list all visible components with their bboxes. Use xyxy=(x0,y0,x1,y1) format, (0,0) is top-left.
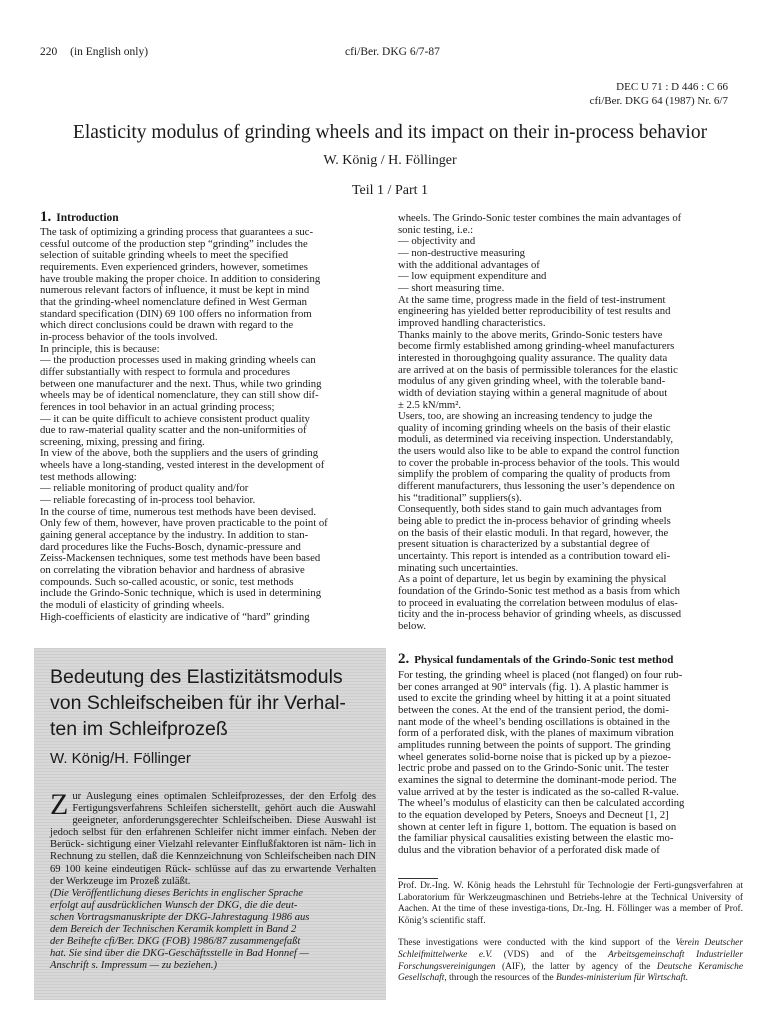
german-title xyxy=(50,664,376,742)
text-line: the moduli of elasticity of grinding wheels. xyxy=(40,599,225,611)
text-line: his “traditional” suppliers(s). xyxy=(398,491,522,504)
german-summary-box xyxy=(34,648,386,1000)
german-text-line: ur Auslegung eines optimalen Schleifprozesses, der den xyxy=(72,791,325,802)
text-line: the familiar physical causalities existing between the elastic mo- xyxy=(398,832,674,845)
german-text-line: Schleifscheiben. Diese Auswahl ist jedoch selbst für den xyxy=(50,815,377,839)
german-abstract xyxy=(50,788,377,888)
text-line: The task of optimizing a grinding process that guarantees a suc- xyxy=(40,226,314,238)
left-column xyxy=(40,210,384,623)
ack-vds: Verein Deutscher Schleifmittelwerke e.V. xyxy=(398,938,743,960)
german-text-line: schlüsse auf das zu erwartende Verhalten der Werkzeuge im xyxy=(50,863,376,887)
text-line: present situation is characterized by a substantial degree of xyxy=(398,538,650,551)
text-line: — it can be quite difficult to achieve consistent product quality xyxy=(40,412,310,425)
text-line: below. xyxy=(398,619,427,632)
text-line: differ substantially with respect to formula and procedures xyxy=(40,365,290,378)
text-line: between one manufacturer and the next. Thus, while two grinding xyxy=(40,377,322,390)
article-title: Elasticity modulus of grinding wheels and its impact on their in-process behavior xyxy=(72,122,708,143)
text-line: In principle, this is because: xyxy=(40,342,160,355)
header-left xyxy=(40,46,148,58)
text-line: value arrived at by the tester is indicated as the so-called R-value. xyxy=(398,785,679,798)
text-line: the users would also like to be able to expand the control function xyxy=(398,445,680,458)
text-line: wheels may be of identical nomenclature, they can still show dif- xyxy=(40,389,319,402)
text-line: ferences in tool behavior in an actual grinding process; xyxy=(40,400,275,413)
text-line: screening, mixing, pressing and firing. xyxy=(40,435,205,448)
text-line: Consequently, both sides stand to gain much advantages from xyxy=(398,503,662,516)
german-text-line: sichtigung einer Vielzahl relevanter Einflußfaktoren ist näm- xyxy=(87,839,347,851)
text-line: become firmly established among grinding-wheel manufacturers xyxy=(398,340,675,353)
text-line: cessful outcome of the production step “grinding” includes the xyxy=(40,237,308,250)
text-line: lectric probe and passed on to the Grindo-Sonic unit. The tester xyxy=(398,762,669,775)
footnote-rule xyxy=(398,878,438,879)
german-authors: W. König/H. Föllinger xyxy=(50,750,191,767)
ack-ministry: Bundes-ministerium für Wirtschaft. xyxy=(556,973,689,984)
text-line: which direct conclusions could be drawn with regard to the xyxy=(40,319,294,332)
text-line: — the production processes used in making grinding wheels can xyxy=(40,354,316,367)
text-line: In view of the above, both the suppliers and the users of grinding xyxy=(40,447,319,460)
footnotes xyxy=(398,878,743,996)
text-line: quality of incoming grinding wheels on the basis of their elastic xyxy=(398,421,671,434)
text-line: uncertainty. This report is intended as a contribution toward eli- xyxy=(398,550,671,563)
text-line: minating such uncertainties. xyxy=(398,561,519,574)
text-line: are arrived at on the basis of permissible tolerances for the elastic xyxy=(398,363,678,376)
section-2-heading xyxy=(398,651,743,668)
section-2-number: 2. xyxy=(398,651,410,667)
text-line: dard procedures like the Fuchs-Bosch, dynamic-pressure and xyxy=(40,540,301,553)
text-line: gaining general acceptance by the industry. In addition to stan- xyxy=(40,529,309,542)
footnote-acknowledgement xyxy=(398,938,743,984)
text-line: In the course of time, numerous test methods have been devised. xyxy=(40,505,317,518)
ack-text-2: (VDS) and of the xyxy=(492,949,608,960)
text-line: have trouble making the proper choice. In addition to considering xyxy=(40,272,321,285)
german-abstract-text xyxy=(50,788,377,887)
text-line: For testing, the grinding wheel is placed (not flanged) on four rub- xyxy=(398,669,683,681)
german-text-line: lich in Rechnung zu stellen, daß die Kennzeichnung von xyxy=(50,839,377,863)
text-line: ber cones arranged at 90° intervals (fig. 1). A plastic hammer is xyxy=(398,680,669,693)
text-line: — reliable monitoring of product quality and/for xyxy=(40,482,249,495)
text-line: due to raw-material quality scatter and the non-uniformities of xyxy=(40,424,307,437)
page-number: 220 xyxy=(40,46,58,58)
text-line: High-coefficients of elasticity are indicative of “hard” grinding xyxy=(40,610,310,623)
german-text-line: Schleifscheiben nach DIN 69 100 keine eindeutigen Rück- xyxy=(50,851,376,875)
section-2-title: Physical fundamentals of the Grindo-Sonic test method xyxy=(414,654,674,666)
text-line: on the basis of their elastic moduli. In that regard, however, the xyxy=(398,526,669,539)
classification-issue: cfi/Ber. DKG 64 (1987) Nr. 6/7 xyxy=(589,95,728,107)
text-line: foundation of the Grindo-Sonic test method as a basis from which xyxy=(398,585,680,597)
german-italic-line: Anschrift s. Impressum — zu beziehen.) xyxy=(50,960,218,972)
text-line: standard specification (DIN) 69 100 offers no information from xyxy=(40,307,312,320)
german-italic-line: hat. Sie sind über die DKG-Geschäftsstelle in Bad Honnef — xyxy=(50,948,309,960)
german-publication-note xyxy=(50,888,376,973)
german-italic-line: dem Bereich der Technischen Keramik komplett in Band 2 xyxy=(50,924,297,936)
classification-code: DEC U 71 : D 446 : C 66 xyxy=(616,81,728,93)
text-line: to the equation developed by Peters, Snoeys and Decneut [1, 2] xyxy=(398,808,669,821)
text-line: moduli, as determined via receiving inspection. Understandably, xyxy=(398,433,674,446)
text-line: As a point of departure, let us begin by examining the physical xyxy=(398,573,667,586)
text-line: on correlating the vibration behavior and hardness of abrasive xyxy=(40,564,305,577)
text-line: Zeiss-Mackensen techniques, some test methods have been based xyxy=(40,552,321,565)
classification-block xyxy=(590,80,728,108)
text-line: At the same time, progress made in the field of test-instrument xyxy=(398,293,666,306)
german-title-line: ten im Schleifprozeß xyxy=(50,718,228,740)
journal-ref: cfi/Ber. DKG 6/7-87 xyxy=(345,46,440,58)
text-line: in-process behavior of the tools involved. xyxy=(40,330,218,343)
text-line: — objectivity and xyxy=(398,235,476,248)
text-line: — short measuring time. xyxy=(398,281,505,294)
text-line: — reliable forecasting of in-process tool behavior. xyxy=(40,494,256,507)
text-line: interested in thoroughgoing quality assurance. The quality data xyxy=(398,351,668,364)
section-2-column xyxy=(398,670,743,857)
ack-text-3: (AIF), the latter by agency of the xyxy=(495,961,657,972)
text-line: shown at center left in figure 1, bottom. The equation is based on xyxy=(398,820,677,833)
text-line: used to excite the grinding wheel by hitting it at a point situated xyxy=(398,692,671,705)
drop-cap: Z xyxy=(50,788,69,821)
text-line: different manufacturers, thus lessoning the user’s dependence on xyxy=(398,480,675,493)
text-line: examines the signal to determine the dominant-mode period. The xyxy=(398,773,677,786)
text-line: selection of suitable grinding wheels to meet the specified xyxy=(40,249,289,262)
text-line: modulus of any given grinding wheel, with the tolerable band- xyxy=(398,375,666,388)
text-line: ticity and the in-process behavior of grinding wheels, as discussed xyxy=(398,608,682,621)
german-title-line: Bedeutung des Elastizitätsmoduls xyxy=(50,666,343,688)
text-line: engineering has yielded better reproducibility of test results and xyxy=(398,305,671,318)
text-line: with the additional advantages of xyxy=(398,258,540,271)
text-line: width of deviation staying within a general magnitude of about xyxy=(398,386,668,399)
german-text-line: Prozeß zuläßt. xyxy=(129,875,191,887)
text-line: sonic testing, i.e.: xyxy=(398,223,474,236)
text-line: wheels have a long-standing, vested interest in the development of xyxy=(40,459,325,472)
german-text-line: Erfolg des Fertigungsverfahrens Schleifen sicherstellt, xyxy=(72,791,376,815)
section-1-title: Introduction xyxy=(56,212,119,224)
text-line: improved handling characteristics. xyxy=(398,316,546,329)
text-line: include the Grindo-Sonic technique, which is used in determining xyxy=(40,587,322,600)
section-1-heading xyxy=(40,210,384,225)
text-line: The wheel’s modulus of elasticity can then be calculated according xyxy=(398,797,685,810)
text-line: Users, too, are showing an increasing tendency to judge the xyxy=(398,410,653,423)
section-1-number: 1. xyxy=(40,209,52,225)
text-line: — non-destructive measuring xyxy=(398,246,526,259)
ack-text-4: through the resources of the xyxy=(446,973,557,984)
text-line: nant mode of the wheel’s bending oscillations is obtained in the xyxy=(398,715,670,728)
section-2-body xyxy=(398,670,743,857)
german-text-line: gehört auch die Auswahl geeigneter, anforderungsgerechter xyxy=(72,803,376,827)
text-line: to proceed in evaluating the correlation between modulus of elas- xyxy=(398,596,678,609)
text-line: compounds. Such so-called acoustic, or sonic, test methods xyxy=(40,575,294,588)
text-line: between the cones. At the end of the transient period, the domi- xyxy=(398,703,669,716)
text-line: Only few of them, however, have proven practicable to the point of xyxy=(40,517,328,530)
text-line: numerous relevant factors of influence, it must be kept in mind xyxy=(40,284,310,297)
article-authors: W. König / H. Föllinger xyxy=(323,153,457,168)
text-line: to cover the probable in-process behavior of the tools. This would xyxy=(398,456,680,469)
text-line: ± 2.5 kN/mm². xyxy=(398,398,462,411)
text-line: dulus and the vibration behavior of a perforated disk made of xyxy=(398,843,660,856)
text-line: Thanks mainly to the above merits, Grindo-Sonic testers have xyxy=(398,328,663,341)
german-italic-line: der Beihefte cfi/Ber. DKG (FOB) 1986/87 zusammengefaßt xyxy=(50,936,301,948)
language-note: (in English only) xyxy=(70,46,149,58)
right-column-body xyxy=(398,213,743,633)
ack-text-1: These investigations were conducted with the kind support of the xyxy=(398,938,676,949)
text-line: wheels. The Grindo-Sonic tester combines the main advantages of xyxy=(398,212,682,224)
text-line: amplitudes running between the points of support. The grinding xyxy=(398,738,671,751)
text-line: form of a perforated disk, with the planes of maximum vibration xyxy=(398,727,674,740)
text-line: — low equipment expenditure and xyxy=(398,270,547,283)
section-1-body xyxy=(40,227,384,623)
text-line: wheel generates solid-borne noise that is picked up by a piezoe- xyxy=(398,750,672,763)
article-part: Teil 1 / Part 1 xyxy=(351,183,428,198)
right-column xyxy=(398,213,743,633)
german-text-line: erfahrenen Schleifer nicht immer einfach. Neben der Berück- xyxy=(50,827,376,851)
text-line: that the grinding-wheel nomenclature defined in West German xyxy=(40,295,307,308)
ack-dkg: Deutsche Keramische Gesellschaft, xyxy=(398,961,743,984)
text-line: test methods allowing: xyxy=(40,470,137,483)
german-italic-line: schen Vortragsmanuskripte der DKG-Jahrestagung 1986 aus xyxy=(50,911,310,923)
german-italic-line: (Die Veröffentlichung dieses Berichts in englischer Sprache xyxy=(50,887,304,899)
text-line: simplify the problem of comparing the quality of products from xyxy=(398,468,671,481)
german-title-line: von Schleifscheiben für ihr Verhal- xyxy=(50,692,346,714)
german-italic-line: erfolgt auf ausdrücklichen Wunsch der DKG, die die deut- xyxy=(50,899,298,911)
text-line: being able to predict the in-process behavior of grinding wheels xyxy=(398,515,671,528)
footnote-author-affiliation: Prof. Dr.-Ing. W. König heads the Lehrstuhl für Technologie der Ferti-gungsverfahren at Laboratorium für Werkzeugmaschinen und Betriebs-lehre at the Technical University of Aachen. At the time of these investiga-tions, Dr.-Ing. H. Föllinger was a member of Prof. König’s scientific staff. xyxy=(398,881,743,926)
ack-aif: Arbeitsgemeinschaft Industrieller Forschungsvereinigungen xyxy=(398,949,743,972)
text-line: requirements. Even experienced grinders, however, sometimes xyxy=(40,260,308,273)
